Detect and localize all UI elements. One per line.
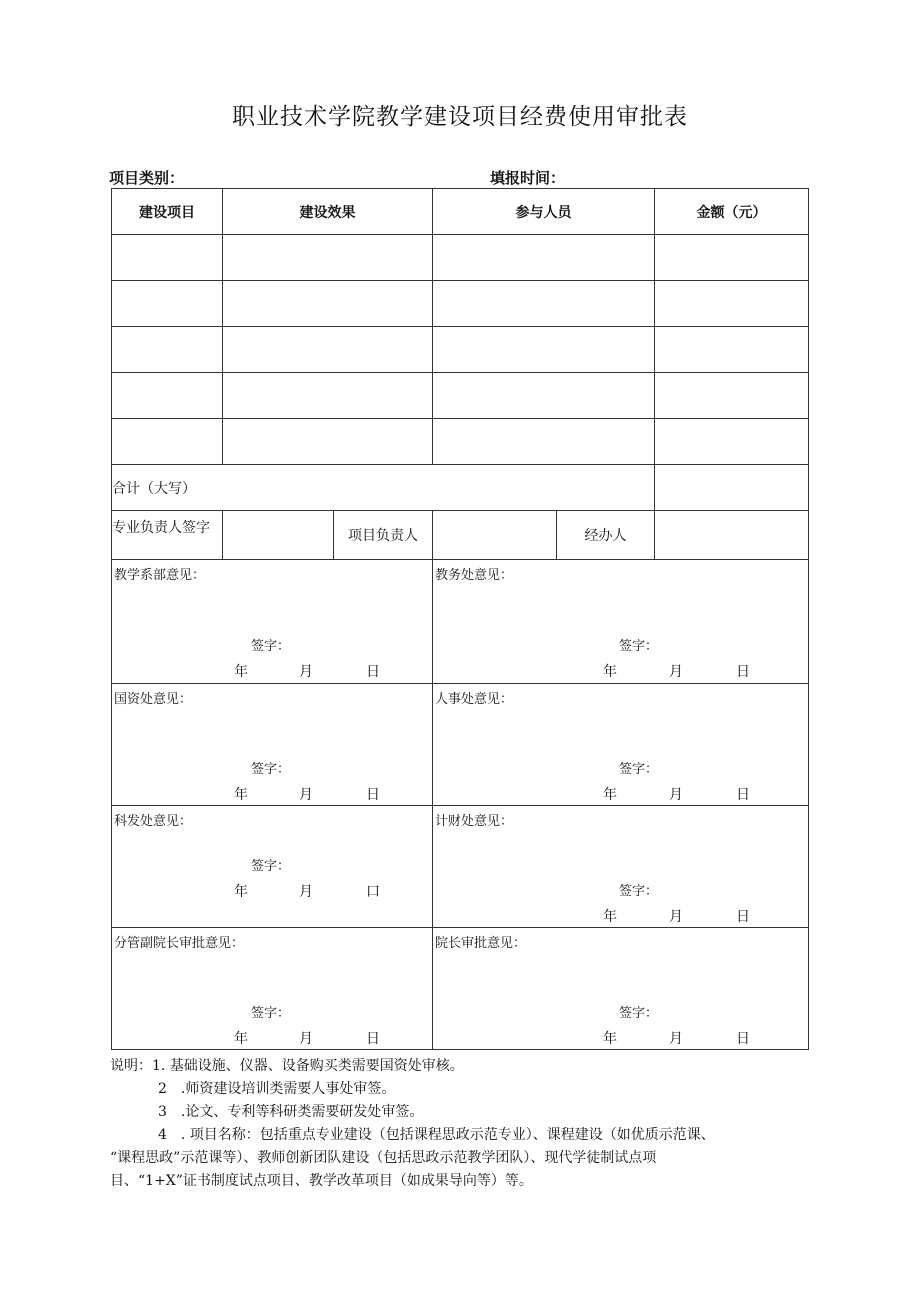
signature-label: 签字： [251, 639, 291, 654]
day-label: 日 [366, 787, 380, 803]
month-label: 月 [299, 664, 313, 680]
opinion-row [112, 684, 809, 806]
total-label: 合计（大写） [112, 465, 655, 511]
opinion-row [112, 928, 809, 1050]
opinion-president[interactable] [433, 928, 809, 1050]
entry-effect-cell[interactable] [223, 419, 433, 465]
signature-label: 签字： [619, 762, 659, 777]
opinion-research[interactable] [112, 806, 433, 928]
opinion-label: 科发处意见： [114, 814, 193, 829]
entry-row [112, 327, 809, 373]
entry-effect-cell[interactable] [223, 281, 433, 327]
year-label: 年 [234, 664, 248, 680]
opinion-row [112, 560, 809, 684]
day-label: 日 [736, 787, 750, 803]
note-line: 3 .论文、专利等科研类需要研发处审签。 [158, 1104, 424, 1120]
month-label: 月 [669, 664, 683, 680]
opinion-label: 国资处意见： [114, 692, 193, 707]
opinion-label: 人事处意见： [435, 692, 514, 707]
total-amount-cell[interactable] [655, 465, 809, 511]
entry-amount-cell[interactable] [655, 235, 809, 281]
month-label: 月 [299, 787, 313, 803]
note-line: 目、“1+X”证书制度试点项目、教学改革项目（如成果导向等）等。 [110, 1173, 533, 1189]
month-label: 月 [299, 1031, 313, 1047]
entry-participants-cell[interactable] [433, 419, 655, 465]
opinion-hr[interactable] [433, 684, 809, 806]
opinion-label: 计财处意见： [435, 814, 514, 829]
entry-participants-cell[interactable] [433, 373, 655, 419]
note-line: 说明：1. 基础设施、仪器、设备购买类需要国资处审核。 [110, 1058, 464, 1074]
note-line: “课程思政”示范课等）、教师创新团队建设（包括思政示范教学团队）、现代学徒制试点项 [110, 1150, 657, 1166]
major-head-signature[interactable] [223, 511, 334, 560]
note-line: 2 .师资建设培训类需要人事处审签。 [158, 1081, 396, 1097]
year-label: 年 [234, 787, 248, 803]
header-amount: 金额（元） [655, 189, 809, 235]
total-row [112, 465, 809, 511]
opinion-dept[interactable] [112, 560, 433, 684]
day-label: 日 [366, 1031, 380, 1047]
notes-section [110, 1055, 815, 1193]
fill-date-label: 填报时间： [490, 169, 566, 187]
approval-form-table [111, 188, 809, 1050]
entry-project-cell[interactable] [112, 327, 223, 373]
entry-row [112, 235, 809, 281]
project-category-label: 项目类别： [109, 169, 185, 187]
day-label: 口 [366, 884, 380, 900]
entry-effect-cell[interactable] [223, 327, 433, 373]
form-title: 职业技术学院教学建设项目经费使用审批表 [232, 104, 688, 130]
signature-label: 签字： [251, 859, 291, 874]
entry-effect-cell[interactable] [223, 235, 433, 281]
year-label: 年 [603, 909, 617, 925]
header-effect: 建设效果 [223, 189, 433, 235]
handler-signature[interactable] [655, 511, 809, 560]
entry-amount-cell[interactable] [655, 281, 809, 327]
entry-participants-cell[interactable] [433, 281, 655, 327]
opinion-finance[interactable] [433, 806, 809, 928]
header-row [112, 189, 809, 235]
entry-project-cell[interactable] [112, 235, 223, 281]
note-line: 4 . 项目名称：包括重点专业建设（包括课程思政示范专业）、课程建设（如优质示范课、 [158, 1127, 715, 1143]
entry-project-cell[interactable] [112, 373, 223, 419]
handler-label: 经办人 [557, 511, 655, 560]
month-label: 月 [669, 1031, 683, 1047]
signature-label: 签字： [251, 762, 291, 777]
opinion-row [112, 806, 809, 928]
entry-project-cell[interactable] [112, 281, 223, 327]
year-label: 年 [234, 884, 248, 900]
opinion-label: 教学系部意见： [114, 568, 206, 583]
day-label: 日 [736, 664, 750, 680]
day-label: 日 [736, 1031, 750, 1047]
opinion-label: 分管副院长审批意见： [114, 936, 245, 951]
project-head-signature[interactable] [433, 511, 557, 560]
opinion-vice-president[interactable] [112, 928, 433, 1050]
month-label: 月 [299, 884, 313, 900]
entry-project-cell[interactable] [112, 419, 223, 465]
project-head-label: 项目负责人 [334, 511, 433, 560]
opinion-assets[interactable] [112, 684, 433, 806]
signature-label: 签字： [251, 1006, 291, 1021]
month-label: 月 [669, 787, 683, 803]
year-label: 年 [603, 1031, 617, 1047]
entry-amount-cell[interactable] [655, 327, 809, 373]
opinion-label: 院长审批意见： [435, 936, 527, 951]
signers-row [112, 511, 809, 560]
entry-row [112, 281, 809, 327]
entry-row [112, 419, 809, 465]
year-label: 年 [234, 1031, 248, 1047]
entry-amount-cell[interactable] [655, 373, 809, 419]
year-label: 年 [603, 787, 617, 803]
entry-participants-cell[interactable] [433, 235, 655, 281]
entry-effect-cell[interactable] [223, 373, 433, 419]
major-head-label: 专业负责人签字 [112, 511, 223, 560]
opinion-label: 教务处意见： [435, 568, 514, 583]
entry-participants-cell[interactable] [433, 327, 655, 373]
year-label: 年 [603, 664, 617, 680]
signature-label: 签字： [619, 639, 659, 654]
header-participants: 参与人员 [433, 189, 655, 235]
header-project: 建设项目 [112, 189, 223, 235]
signature-label: 签字： [619, 884, 659, 899]
day-label: 日 [736, 909, 750, 925]
signature-label: 签字： [619, 1006, 659, 1021]
day-label: 日 [366, 664, 380, 680]
entry-row [112, 373, 809, 419]
opinion-academic-affairs[interactable] [433, 560, 809, 684]
entry-amount-cell[interactable] [655, 419, 809, 465]
month-label: 月 [669, 909, 683, 925]
